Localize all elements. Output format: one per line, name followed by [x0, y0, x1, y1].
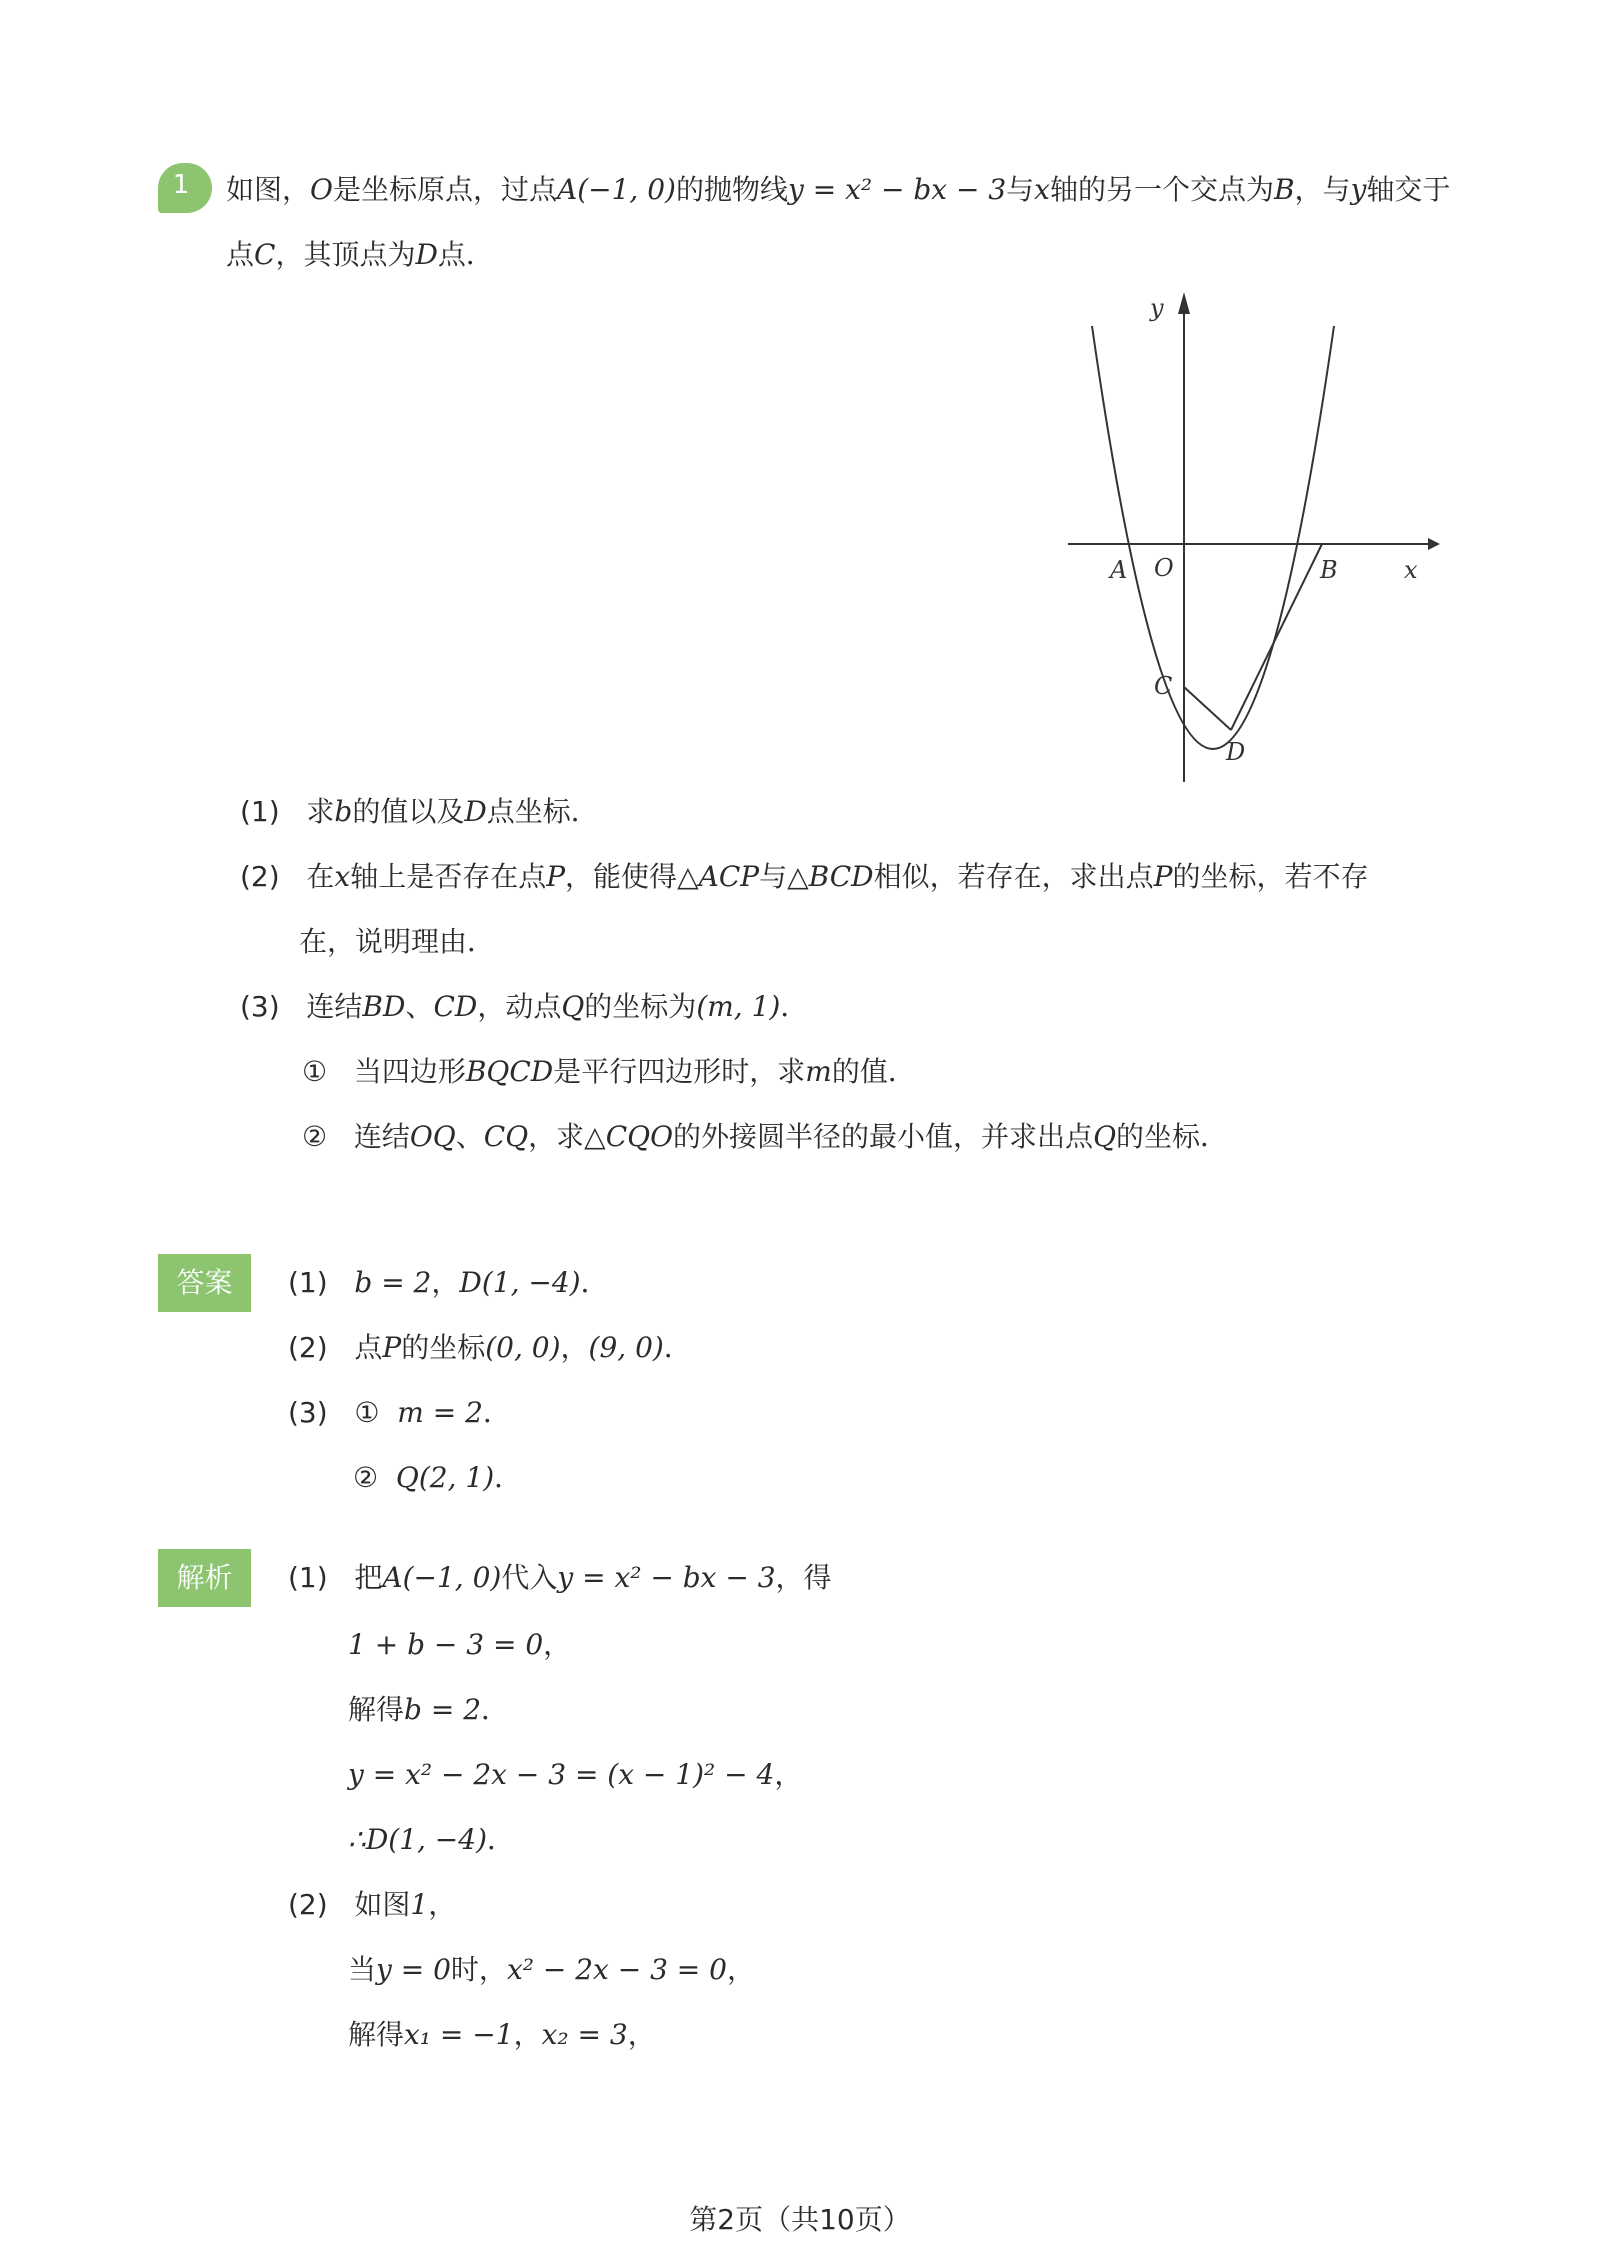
figure-label-o: O	[1154, 554, 1174, 582]
analysis-2-line-2: 当y = 0时，x² − 2x − 3 = 0，	[348, 1953, 755, 1986]
sub-question-3-part-2: ② 连结OQ、CQ，求△CQO的外接圆半径的最小值，并求出点Q的坐标．	[302, 1120, 1229, 1153]
analysis-tag: 解析	[158, 1549, 251, 1607]
answer-1: (1) b = 2，D(1, −4)．	[288, 1266, 609, 1299]
parabola-curve	[1092, 326, 1334, 749]
analysis-1-line-4: y = x² − 2x − 3 = (x − 1)² − 4，	[348, 1758, 803, 1791]
sub-question-2: (2) 在x轴上是否存在点P，能使得△ACP与△BCD相似，若存在，求出点P的坐标，若不存	[240, 860, 1369, 893]
answer-2: (2) 点P的坐标(0, 0)，(9, 0)．	[288, 1331, 692, 1364]
question-number-badge: 1	[158, 163, 212, 213]
sub-question-3-part-1: ① 当四边形BQCD是平行四边形时，求m的值．	[302, 1055, 916, 1088]
analysis-1-line-1: (1) 把A(−1, 0)代入y = x² − bx − 3，得	[288, 1561, 832, 1594]
analysis-1-line-2: 1 + b − 3 = 0，	[348, 1628, 572, 1661]
answer-3-part-2: ② Q(2, 1)．	[353, 1461, 523, 1494]
parabola-figure	[1058, 282, 1448, 782]
analysis-2-line-3: 解得x₁ = −1，x₂ = 3，	[348, 2018, 656, 2051]
analysis-2-line-1: (2) 如图1，	[288, 1888, 457, 1921]
answer-3: (3) ① m = 2．	[288, 1396, 511, 1429]
figure-label-y: y	[1150, 294, 1164, 322]
sub-question-3: (3) 连结BD、CD，动点Q的坐标为(m, 1)．	[240, 990, 809, 1023]
figure-label-a: A	[1110, 556, 1128, 584]
question-stem-line-2: 点C，其顶点为D点．	[226, 238, 494, 271]
segment-bd	[1231, 544, 1322, 730]
y-axis-arrow	[1178, 292, 1190, 314]
sub-question-1: (1) 求b的值以及D点坐标．	[240, 795, 599, 828]
segment-cd	[1184, 687, 1231, 730]
analysis-1-line-3: 解得b = 2．	[348, 1693, 510, 1726]
sub-question-2-line-2: 在，说明理由．	[299, 925, 496, 958]
figure-label-c: C	[1154, 672, 1173, 700]
answer-tag: 答案	[158, 1254, 251, 1312]
figure-label-b: B	[1320, 556, 1338, 584]
page-footer: 第2页（共10页）	[689, 2203, 911, 2236]
figure-label-x: x	[1404, 556, 1418, 584]
x-axis-arrow	[1428, 538, 1440, 550]
figure-label-d: D	[1226, 738, 1246, 766]
question-stem-line-1: 如图，O是坐标原点，过点A(−1, 0)的抛物线y = x² − bx − 3与x轴的另一个交点为B，与y轴交于	[226, 173, 1451, 206]
analysis-1-line-5: ∴D(1, −4)．	[348, 1823, 516, 1856]
